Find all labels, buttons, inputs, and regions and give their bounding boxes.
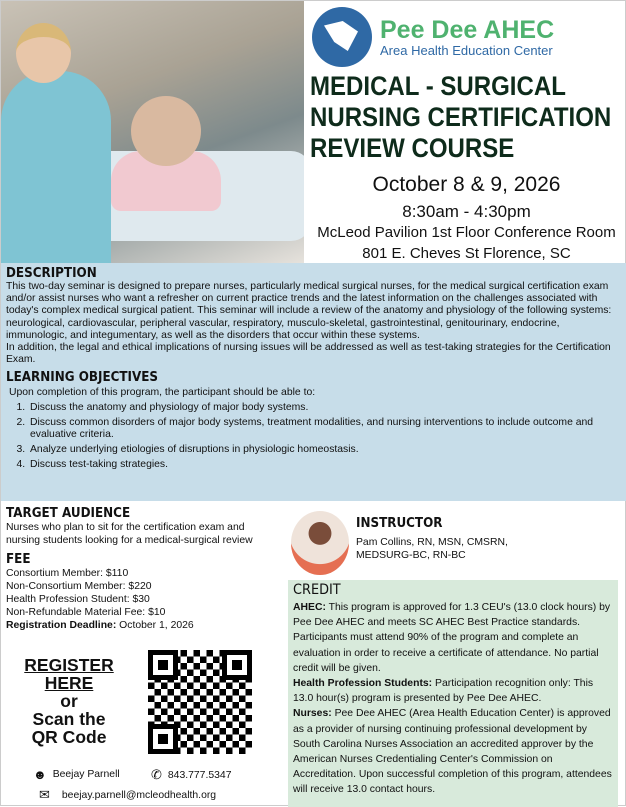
contact-phone[interactable]: [151, 767, 231, 783]
hero-photo-nurse-patient: [1, 1, 304, 263]
register-scan: Scan the: [32, 709, 106, 729]
registration-deadline: [6, 619, 281, 632]
registration-qr-code[interactable]: [148, 650, 252, 754]
register-or: or: [60, 691, 78, 711]
audience-text: Nurses who plan to sit for the certification exam and nursing students looking for a medical-surgical review: [6, 522, 253, 546]
objectives-list: [28, 402, 622, 472]
contact-name-text: Beejay Parnell: [52, 769, 120, 780]
text: Pee Dee AHEC (Area Health Education Center) is approved as a provider of nursing continuing professional development by South Carolina Nurses Association an accredited approver by the American Nurses Credentialing Center's Commission on Accreditation. Upon successful completion of this program, attendees will receive 13.0 contact hours.: [293, 708, 612, 796]
register-link[interactable]: REGISTER: [24, 655, 114, 675]
objective-item: 1. Discuss the anatomy and physiology of major body systems.: [28, 402, 622, 414]
text: This program is approved for 1.3 CEU's (13.0 clock hours) by Pee Dee AHEC and meets SC AHEC Best Practice standards. Participants must attend 90% of the program and complete an evaluation in order to receive a certificate of attendance. No partial credit will be given.: [293, 602, 611, 674]
objective-item: 3. Analyze underlying etiologies of disruptions in physiologic homeostasis.: [28, 444, 622, 456]
register-qr: QR Code: [31, 727, 107, 747]
credit-ahec: [293, 600, 613, 676]
register-cta[interactable]: [23, 656, 115, 746]
description-heading: DESCRIPTION: [6, 266, 97, 281]
label: AHEC:: [293, 602, 326, 613]
deadline-value: October 1, 2026: [116, 620, 194, 631]
fee-item: Consortium Member: $110: [6, 568, 129, 579]
email-link[interactable]: beejay.parnell@mcleodhealth.org: [61, 789, 217, 801]
instructor-credentials-2: MEDSURG-BC, RN-BC: [356, 550, 466, 561]
credit-section: [288, 580, 618, 807]
contact-email[interactable]: [39, 787, 216, 803]
course-title: [310, 71, 626, 164]
title-line: REVIEW COURSE: [310, 133, 515, 163]
credit-students: [293, 676, 613, 706]
south-carolina-map-icon: [312, 7, 372, 67]
nurse-face: [16, 23, 71, 83]
objective-item: 2. Discuss common disorders of major body systems, treatment modalities, and nursing interventions to include outcome and evaluative criteria.: [28, 417, 622, 441]
envelope-icon: ✉: [39, 787, 50, 802]
description-text: This two-day seminar is designed to prepare nurses, particularly medical surgical nurses, for the medical surgical certification exam and/or assist nurses who want a refresher on current practice trends and the latest information on the challenges associated with today's complex medical surgical patient. This seminar will include a review of the anatomy and physiology of the following systems: neurological, cardiovascular, peripheral vascular, respiratory, musculo-skeletal, gastrointestinal, genitourinary, endocrine, immunologic, and integumentary, as well as the disorders that occur within these systems.: [6, 281, 612, 341]
audience-fee-section: [6, 506, 281, 632]
phone-icon: ✆: [151, 767, 162, 782]
text: Participation recognition only: This 13.0 hour(s) program is presented by Pee Dee AHEC.: [293, 678, 594, 705]
logo-name: Pee Dee AHEC: [380, 15, 555, 44]
description-text-2: In addition, the legal and ethical implications of nursing issues will be addressed as well as test-taking strategies for the Certification Exam.: [6, 342, 611, 366]
label: Nurses:: [293, 708, 332, 720]
fee-item: Non-Consortium Member: $220: [6, 581, 152, 592]
register-link-here[interactable]: HERE: [44, 673, 94, 693]
event-location: McLeod Pavilion 1st Floor Conference Room: [317, 224, 616, 241]
fee-heading: FEE: [6, 552, 31, 567]
logo-tagline: Area Health Education Center: [380, 42, 553, 58]
event-time: 8:30am - 4:30pm: [402, 202, 531, 221]
title-line: MEDICAL - SURGICAL: [310, 71, 566, 101]
credit-heading: CREDIT: [293, 582, 341, 598]
objective-item: 4. Discuss test-taking strategies.: [28, 459, 622, 471]
contact-phone-text[interactable]: 843.777.5347: [167, 769, 232, 781]
fee-item: Non-Refundable Material Fee: $10: [6, 607, 166, 618]
instructor-photo: [291, 511, 349, 575]
instructor-heading: INSTRUCTOR: [356, 516, 443, 531]
description-section: [1, 263, 626, 501]
deadline-label: Registration Deadline:: [6, 620, 117, 631]
objectives-intro: Upon completion of this program, the participant should be able to:: [9, 387, 316, 399]
event-address: 801 E. Cheves St Florence, SC: [362, 245, 571, 262]
event-date: October 8 & 9, 2026: [372, 173, 561, 196]
credit-nurses: [293, 706, 613, 797]
fee-item: Health Profession Student: $30: [6, 594, 150, 605]
audience-heading: TARGET AUDIENCE: [6, 506, 131, 521]
label: Health Profession Students:: [293, 678, 433, 690]
patient-face: [131, 96, 201, 166]
pee-dee-ahec-logo: [312, 7, 554, 67]
user-circle-icon: ☻: [33, 767, 47, 782]
instructor-credentials: Pam Collins, RN, MSN, CMSRN,: [356, 537, 508, 548]
contact-name: [33, 767, 120, 782]
instructor-section: [356, 516, 508, 562]
title-line: NURSING CERTIFICATION: [310, 102, 612, 132]
objectives-heading: LEARNING OBJECTIVES: [6, 370, 159, 386]
nurse: [1, 71, 111, 263]
